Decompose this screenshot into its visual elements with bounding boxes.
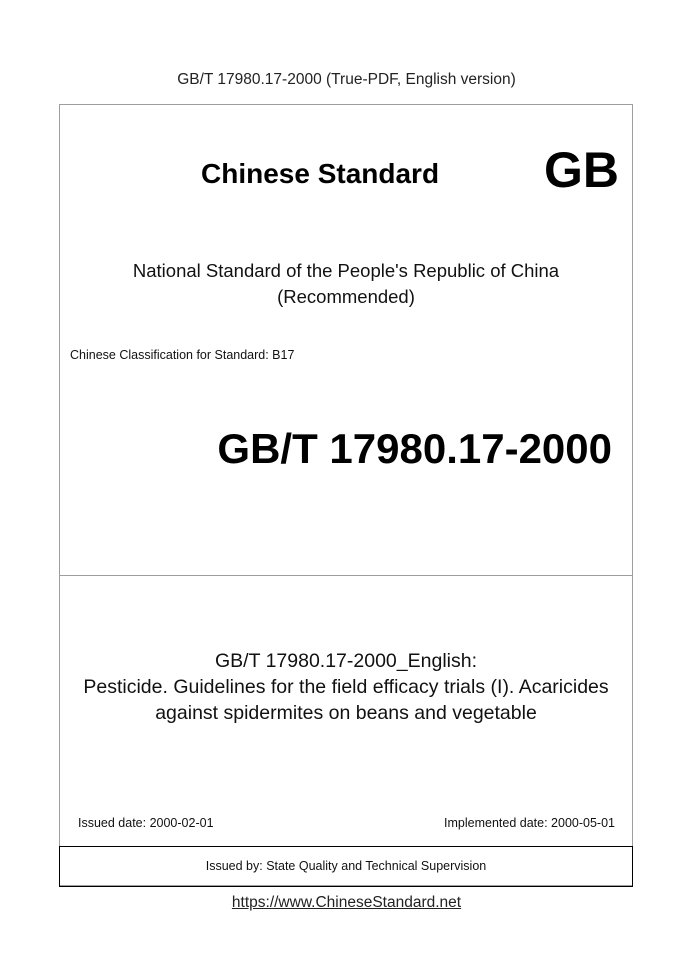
english-title-line-3: against spidermites on beans and vegetable — [155, 702, 537, 724]
cover-divider — [59, 575, 633, 576]
national-line-2: (Recommended) — [277, 286, 415, 307]
english-title-line-2: Pesticide. Guidelines for the field efficacy trials (I). Acaricides — [83, 676, 609, 698]
issuer-box — [59, 846, 633, 887]
gb-mark: GB — [544, 142, 619, 198]
cover-frame — [59, 104, 633, 886]
footer-link[interactable]: https://www.ChineseStandard.net — [231, 894, 462, 911]
implemented-date: Implemented date: 2000-05-01 — [444, 816, 615, 830]
standard-code: GB/T 17980.17-2000 — [217, 425, 612, 472]
issuer-text: Issued by: State Quality and Technical Supervision — [205, 859, 487, 873]
english-title-block — [59, 648, 633, 726]
issued-date: Issued date: 2000-02-01 — [78, 816, 214, 830]
classification-text: Chinese Classification for Standard: B17 — [70, 348, 295, 362]
english-title-line-1: GB/T 17980.17-2000_English: — [215, 650, 477, 672]
national-line-1: National Standard of the People's Republic of China — [132, 260, 560, 281]
page-header-title: GB/T 17980.17-2000 (True-PDF, English version) — [177, 71, 516, 88]
national-standard-text — [59, 258, 633, 310]
standard-heading: Chinese Standard — [201, 158, 440, 189]
